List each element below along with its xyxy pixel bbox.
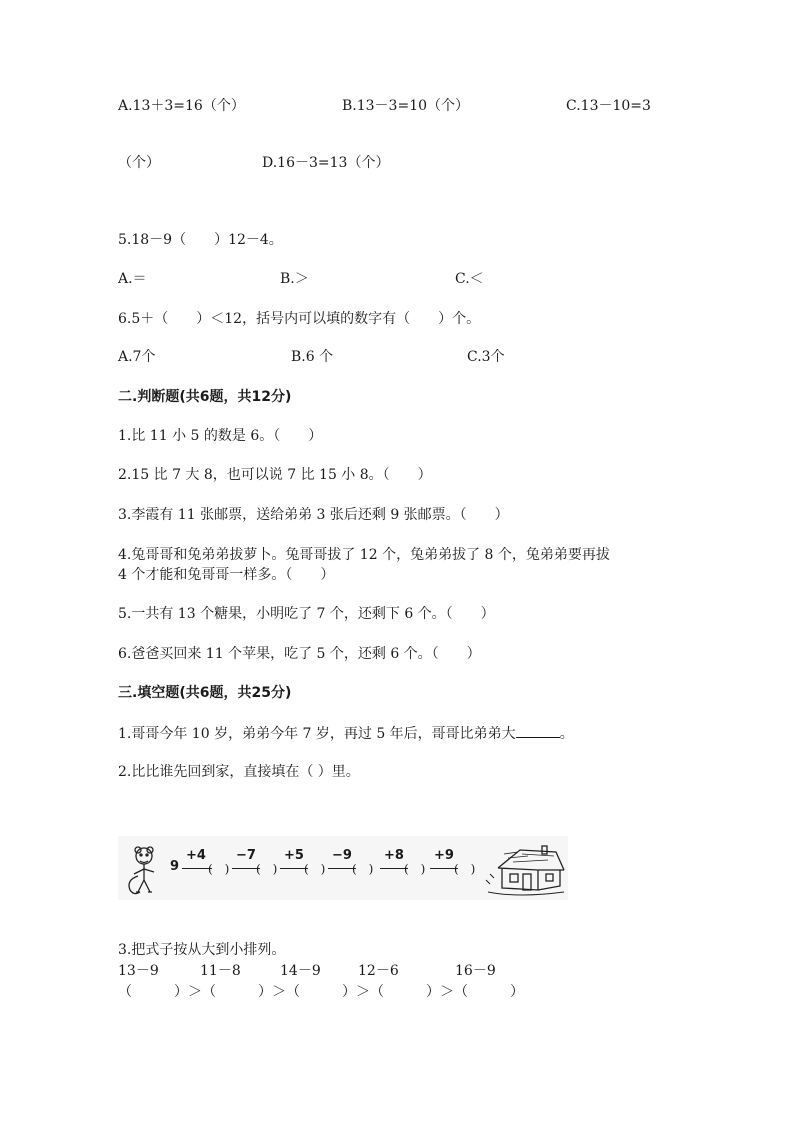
q4-option-c: C.13－10=3	[566, 98, 651, 114]
section2-item: 1.比 11 小 5 的数是 6。（ ）	[118, 428, 323, 444]
q3-expression: 11－8	[200, 963, 241, 979]
section3-q3: 3.把式子按从大到小排列。	[118, 942, 286, 958]
section2-item: 3.李霞有 11 张邮票，送给弟弟 3 张后还剩 9 张邮票。（ ）	[118, 507, 509, 523]
q3-expression: 14－9	[280, 963, 321, 979]
race-step-op: −7	[236, 848, 256, 863]
q4-option-d: D.16－3=13（个）	[262, 155, 390, 171]
house-icon	[486, 846, 564, 895]
q5-stem: 5.18－9（ ）12－4。	[118, 232, 283, 248]
section2-title: 二.判断题(共6题，共12分)	[118, 389, 292, 405]
q6-option-c: C.3个	[467, 349, 505, 365]
race-blank[interactable]: ( )	[352, 862, 374, 876]
race-step-op: +8	[384, 848, 404, 863]
race-blank[interactable]: ( )	[304, 862, 326, 876]
section2-item: 5.一共有 13 个糖果，小明吃了 7 个，还剩下 6 个。（ ）	[118, 606, 495, 622]
section3-q1-end: 。	[559, 726, 574, 742]
race-step-op: −9	[332, 848, 352, 863]
monkey-icon	[129, 847, 154, 894]
q4-option-a: A.13＋3=16（个）	[118, 98, 245, 114]
section2-item: 2.15 比 7 大 8，也可以说 7 比 15 小 8。（ ）	[118, 467, 432, 483]
race-start-number: 9	[170, 859, 180, 874]
q3-expression: 16－9	[455, 963, 496, 979]
q4-option-b: B.13－3=10（个）	[342, 98, 470, 114]
race-step-op: +4	[186, 848, 206, 863]
race-blank[interactable]: ( )	[256, 862, 278, 876]
q6-option-b: B.6 个	[291, 349, 334, 365]
q6-option-a: A.7个	[118, 349, 156, 365]
race-blank[interactable]: ( )	[208, 862, 230, 876]
race-step-op: +9	[434, 848, 454, 863]
q5-option-b: B.＞	[280, 271, 309, 287]
section3-q1	[118, 723, 574, 744]
section2-item-cont: 4 个才能和兔哥哥一样多。（ ）	[118, 567, 335, 583]
q4-option-c-cont: （个）	[118, 155, 160, 171]
race-blank[interactable]: ( )	[404, 862, 426, 876]
q6-stem: 6.5＋（ ）＜12，括号内可以填的数字有（ ）个。	[118, 311, 481, 327]
race-blank[interactable]: ( )	[454, 862, 476, 876]
q3-expression: 12－6	[358, 963, 399, 979]
q3-answer-row[interactable]: （ ）＞（ ）＞（ ）＞（ ）＞（ ）	[118, 984, 524, 1000]
section3-title: 三.填空题(共6题，共25分)	[118, 685, 292, 701]
q3-expression: 13－9	[118, 963, 159, 979]
section3-q1-text: 1.哥哥今年 10 岁，弟弟今年 7 岁，再过 5 年后，哥哥比弟弟大	[118, 726, 516, 742]
answer-blank[interactable]	[516, 723, 560, 738]
section2-item: 4.兔哥哥和兔弟弟拔萝卜。兔哥哥拔了 12 个，兔弟弟拔了 8 个，兔弟弟要再拔	[118, 547, 610, 563]
section2-item: 6.爸爸买回来 11 个苹果，吃了 5 个，还剩 6 个。（ ）	[118, 646, 481, 662]
q5-option-c: C.＜	[455, 271, 484, 287]
race-step-op: +5	[284, 848, 304, 863]
race-figure	[118, 836, 568, 900]
q5-option-a: A.＝	[118, 271, 147, 287]
section3-q2: 2.比比谁先回到家，直接填在（ ）里。	[118, 764, 360, 780]
